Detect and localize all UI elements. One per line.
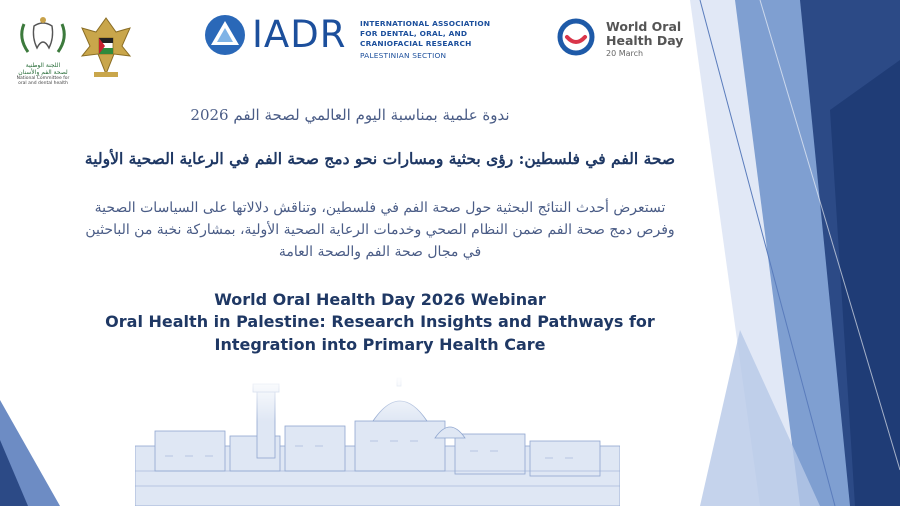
arabic-desc-line-1: تستعرض أحدث النتائج البحثية حول صحة الفم في فلسطين، وتناقش دلالاتها على السياسات الصحية [94,200,666,216]
iadr-full-name [360,19,490,49]
arabic-desc-line-3: في مجال صحة الفم والصحة العامة [278,244,482,260]
iadr-name-line-3: CRANIOFACIAL RESEARCH [360,39,472,48]
eagle-emblem-icon [78,12,134,82]
iadr-name-line-1: INTERNATIONAL ASSOCIATION [360,19,491,28]
wohd-title-line-2: Health Day [606,33,684,48]
committee-name-en-2: oral and dental health [18,81,68,86]
tooth-wreath-icon [14,14,72,58]
committee-logo [14,14,72,92]
committee-name-ar-1: اللجنة الوطنية [25,62,61,69]
arabic-desc-line-2: وفرص دمج صحة الفم ضمن النظام الصحي وخدمات الرعاية الصحية الأولية، بمشاركة نخبة من الباحثين [85,222,675,238]
english-heading: World Oral Health Day 2026 Webinar [214,290,546,309]
jerusalem-skyline-illustration [135,376,620,506]
wohd-title [606,20,683,48]
iadr-name-line-2: FOR DENTAL, ORAL, AND [360,29,468,38]
wohd-date: 20 March [606,49,644,58]
smile-ring-icon [556,17,596,57]
wohd-title-line-1: World Oral [606,19,682,34]
committee-name-ar-2: لصحة الفم والأسنان [18,69,68,76]
iadr-section: PALESTINIAN SECTION [360,51,447,60]
iadr-logo-icon [204,14,246,56]
arabic-title: صحة الفم في فلسطين: رؤى بحثية ومسارات نحو دمج صحة الفم في الرعاية الصحية الأولية [84,149,676,168]
iadr-wordmark: IADR [252,13,347,56]
arabic-description [60,197,700,263]
english-title-line-1: Oral Health in Palestine: Research Insights and Pathways for [105,312,655,331]
english-title-line-2: Integration into Primary Health Care [214,335,546,354]
arabic-seminar-heading: ندوة علمية بمناسبة اليوم العالمي لصحة الفم 2026 [190,106,510,124]
committee-name-en-1: National Committee for [16,76,70,81]
